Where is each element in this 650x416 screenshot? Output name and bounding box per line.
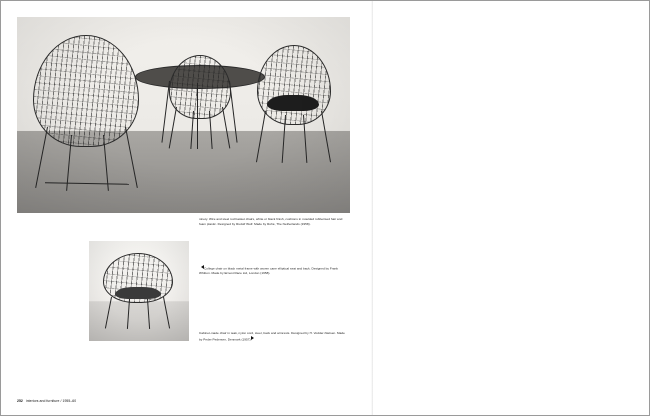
wire-shell-chair-photo (89, 241, 189, 341)
caption-right-triangle-icon (251, 336, 254, 340)
folio (17, 399, 76, 403)
page-number: 252 (17, 399, 23, 403)
left-page (1, 1, 373, 416)
running-head: interiors and furniture / 1955–60 (25, 399, 77, 403)
wire-chairs-and-table-photo (17, 17, 350, 213)
caption-middle (199, 265, 349, 276)
caption-top-text: ninety. Wire and steel rod basket chairs, white or black finish, cushions in moulded rubberised hair and foam plastic. Designed by Rudolf Wolf. Made by Rohé, The Netherlands (1958). (199, 217, 343, 226)
caption-bottom (199, 331, 349, 342)
right-page (373, 1, 650, 416)
caption-middle-text: College chair on black metal frame with woven cane elliptical seat and back. Designed by Frank Whitton. Made by Ernest Race Ltd, London (1958). (199, 266, 338, 276)
photo-vignette (17, 17, 350, 213)
photo-vignette (89, 241, 189, 341)
caption-bottom-text: Cabinet-made chair in teak, nylon cord, steel, back and armrests. Designed by H. Vodder-Nielsen. Made by Peder Pedersen, Denmark (1957). (199, 331, 345, 342)
caption-top (199, 217, 349, 227)
